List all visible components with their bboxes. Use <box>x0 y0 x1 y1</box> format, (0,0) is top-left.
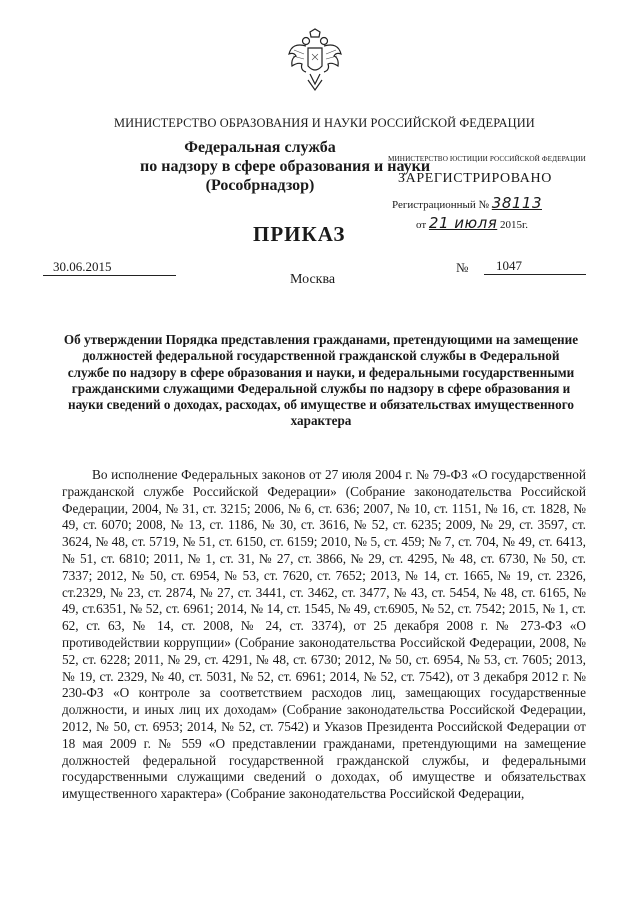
stamp-organization: МИНИСТЕРСТВО ЮСТИЦИИ РОССИЙСКОЙ ФЕДЕРАЦИИ <box>388 155 586 163</box>
stamp-reg-number: 38113 <box>491 194 542 212</box>
coat-of-arms-icon <box>286 28 344 92</box>
order-number: 1047 <box>484 258 586 275</box>
registration-stamp <box>388 155 603 232</box>
document-body: Во исполнение Федеральных законов от 27 июля 2004 г. № 79-ФЗ «О государственной гражданской службе Российской Федерации» (Собрание законодательства Российской Федерации, 2004, № 31, ст. 3215; 2006, № 6, ст. 636; 2007, № 10, ст. 1151, № 16, ст. 1828, № 49, ст. 6070; 2008, № 13, ст. 1186, № 30, ст. 3616, № 52, ст. 6235; 2009, № 29, ст. 3597, ст. 3624, № 48, ст. 5719, № 51, ст. 6150, ст. 6159; 2010, № 5, ст. 459; № 7, ст. 704, № 49, ст. 6413, № 51, ст. 6810; 2011, № 1, ст. 31, № 27, ст. 3866, № 29, ст. 4295, № 48, ст. 6730, № 50, ст. 7337; 2012, № 50, ст. 6954, № 53, ст. 7620, ст. 7652; 2013, № 14, ст. 1665, № 19, ст. 2326, ст.2329, № 23, ст. 2874, № 27, ст. 3441, ст. 3462, ст. 3477, № 43, ст. 5454, № 48, ст. 6165, № 49, ст.6351, № 52, ст. 6961; 2014, № 14, ст. 1545, № 49, ст.6905, № 52, ст. 7542; 2015, № 1, ст. 62, ст. 63, № 14, ст. 2008, № 24, ст. 3374), от 25 декабря 2008 г. № 273-ФЗ «О противодействии коррупции» (Собрание законодательства Российской Федерации, 2008, № 52, ст. 6228; 2011, № 29, ст. 4291, № 48, ст. 6730; 2012, № 50, ст. 6954, № 53, ст. 7605; 2013, № 19, ст. 2329, № 40, ст. 5031, № 52, ст. 6961; 2014, № 52, ст. 7542), от 3 декабря 2012 г. № 230-ФЗ «О контроле за соответствием расходов лиц, замещающих государственные должности, и иных лиц их доходам» (Собрание законодательства Российской Федерации, 2012, № 50, ст. 6953; 2014, № 52, ст. 7542) и Указов Президента Российской Федерации от 18 мая 2009 г. № 559 «О представлении гражданами, претендующими на замещение должностей федеральной государственной гражданской службы, и федеральными государственными служащими сведений о доходах, об имуществе и обязательствах имущественного характера» (Собрание законодательства Российской Федерации, <box>62 467 586 802</box>
order-type: ПРИКАЗ <box>253 222 346 246</box>
stamp-date-year: 2015г. <box>500 219 529 231</box>
stamp-date-row <box>388 214 603 232</box>
service-line-1: Федеральная служба <box>184 139 336 156</box>
stamp-date-handwritten: 21 июля <box>428 214 498 232</box>
stamp-reg-label: Регистрационный № <box>392 199 490 211</box>
stamp-title: ЗАРЕГИСТРИРОВАНО <box>398 171 552 186</box>
order-date: 30.06.2015 <box>43 259 176 276</box>
document-title: Об утверждении Порядка представления гражданами, претендующими на замещение должностей федеральной государственной гражданской службы в Федеральной службе по надзору в сфере образования и науки, и федеральными государственными гражданскими служащими Федеральной службы по надзору в сфере образования и науки сведений о доходах, расходах, об имуществе и обязательствах имущественного характера <box>63 332 579 429</box>
ministry-name: МИНИСТЕРСТВО ОБРАЗОВАНИЯ И НАУКИ РОССИЙСКОЙ ФЕДЕРАЦИИ <box>114 116 535 130</box>
stamp-registration-row <box>388 194 603 212</box>
service-line-2: по надзору в сфере образования и науки <box>140 158 431 175</box>
service-line-3: (Рособрнадзор) <box>205 177 315 194</box>
stamp-date-prefix: от <box>416 219 427 231</box>
service-name <box>140 138 431 195</box>
order-number-sign: № <box>456 260 469 275</box>
order-city: Москва <box>290 272 336 287</box>
